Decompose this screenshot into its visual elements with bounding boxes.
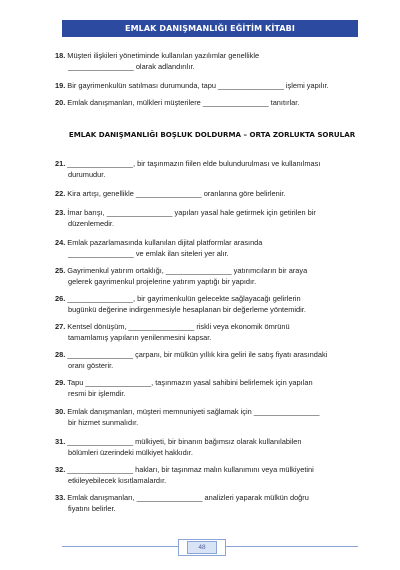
question-number: 31. [55,437,66,446]
question-number: 26. [55,294,66,303]
question-30 [55,406,355,428]
footer-rule-left [62,546,178,547]
question-number: 22. [55,189,66,198]
header-bar [62,20,358,37]
footer-rule-right [226,546,358,547]
question-text-line1: ________________ hakları, bir taşınmaz malın kullanımını veya mülkiyetini [67,465,314,474]
question-text-line1: Müşteri ilişkileri yönetiminde kullanılan yazılımlar genellikle [67,51,260,60]
question-24 [55,237,355,259]
question-text-line1: ________________, bir taşınmazın fiilen elde bulundurulması ve kullanılması [67,159,321,168]
question-number: 29. [55,378,66,387]
question-text-line1: ________________ çarpanı, bir mülkün yıllık kira geliri ile satış fiyatı arasındaki [67,350,328,359]
question-28 [55,349,355,371]
page-number-inner [187,541,217,554]
question-number: 20. [55,98,66,107]
question-21 [55,158,355,180]
question-number: 33. [55,493,66,502]
section-title: EMLAK DANIŞMANLIĞI BOŞLUK DOLDURMA – ORTA ZORLUKTA SORULAR [68,130,356,139]
question-29 [55,377,355,399]
question-20 [55,97,355,108]
question-text-line1: Kira artışı, genellikle ________________ oranlarına göre belirlenir. [67,189,286,198]
question-text-line1: ________________ mülkiyeti, bir binanın bağımsız olarak kullanılabilen [67,437,302,446]
question-text-line1: Tapu ________________, taşınmazın yasal sahibini belirlemek için yapılan [67,378,313,387]
question-19 [55,80,355,91]
question-number: 32. [55,465,66,474]
question-number: 23. [55,208,66,217]
question-text-line1: İmar barışı, ________________ yapıları yasal hale getirmek için getirilen bir [67,208,316,217]
question-text-line2: ________________ olarak adlandırılır. [68,62,195,71]
question-number: 28. [55,350,66,359]
question-23 [55,207,355,229]
question-number: 21. [55,159,66,168]
question-text-line2: durumudur. [68,170,106,179]
question-18 [55,50,355,72]
question-text-line1: Gayrimenkul yatırım ortaklığı, ________________ yatırımcıların bir araya [67,266,308,275]
question-text-line2: tamamlamış yapıların yenilenmesini kapsar. [68,333,212,342]
question-text-line2: oranı gösterir. [68,361,114,370]
question-text-line1: Kentsel dönüşüm, ________________ riskli veya ekonomik ömrünü [67,322,290,331]
question-text-line2: bir hizmet sunmalıdır. [68,418,139,427]
question-25 [55,265,355,287]
question-text-line2: ________________ ve emlak ilan siteleri yer alır. [68,249,229,258]
question-text-line1: ________________, bir gayrimenkulün gelecekte sağlayacağı gelirlerin [67,294,301,303]
question-26 [55,293,355,315]
question-text-line1: Bir gayrimenkulün satılması durumunda, tapu ________________ işlemi yapılır. [67,81,329,90]
question-text-line1: Emlak pazarlamasında kullanılan dijital platformlar arasında [67,238,263,247]
question-text-line2: bölümleri üzerindeki mülkiyet hakkıdır. [68,448,193,457]
question-text-line1: Emlak danışmanları, ________________ analizleri yaparak mülkün doğru [67,493,309,502]
question-text-line2: düzenlemedir. [68,219,115,228]
question-22 [55,188,355,199]
question-31 [55,436,355,458]
question-text-line1: Emlak danışmanları, mülkleri müşterilere ________________ tanıtırlar. [67,98,300,107]
question-27 [55,321,355,343]
book-title: EMLAK DANIŞMANLIĞI EĞİTİM KİTABI [125,24,295,33]
question-text-line2: resmi bir işlemdir. [68,389,126,398]
question-text-line2: fiyatını belirler. [68,504,116,513]
question-text-line2: gelerek gayrimenkul projelerine yatırım yaptığı bir yapıdır. [68,277,257,286]
page-number-box [178,539,226,556]
question-33 [55,492,355,514]
question-number: 27. [55,322,66,331]
page-number: 48 [198,544,206,551]
question-text-line2: bugünkü değerine indirgenmesiyle hesaplanan bir değerleme yöntemidir. [68,305,306,314]
question-number: 25. [55,266,66,275]
question-text-line1: Emlak danışmanları, müşteri memnuniyeti sağlamak için ________________ [67,407,320,416]
question-text-line2: etkileyebilecek kısıtlamalardır. [68,476,167,485]
question-number: 24. [55,238,66,247]
question-number: 30. [55,407,66,416]
question-number: 18. [55,51,66,60]
question-number: 19. [55,81,66,90]
question-32 [55,464,355,486]
